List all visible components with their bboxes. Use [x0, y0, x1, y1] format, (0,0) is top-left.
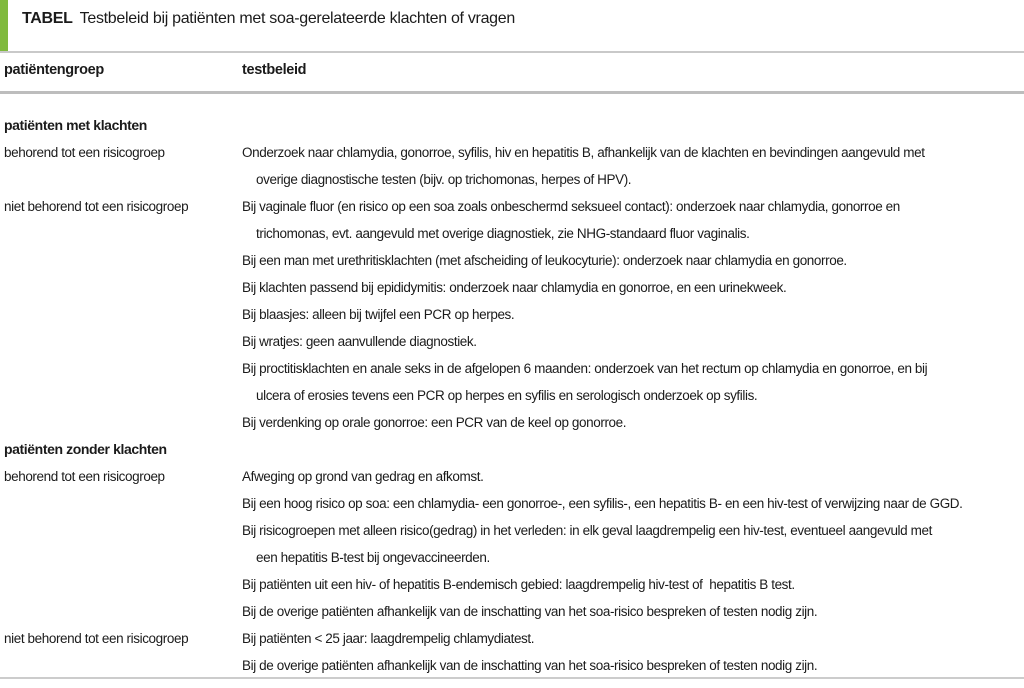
- policy-line: Bij patiënten uit een hiv- of hepatitis B-endemisch gebied: laagdrempelig hiv-test of hepatitis B test.: [242, 577, 795, 592]
- policy-line: Bij een man met urethritisklachten (met afscheiding of leukocyturie): onderzoek naar chlamydia en gonorroe.: [242, 253, 847, 268]
- policy-line: Bij de overige patiënten afhankelijk van de inschatting van het soa-risico bespreken of testen nodig zijn.: [242, 604, 818, 619]
- column-header-row: [0, 62, 1016, 78]
- testbeleid-cell: [242, 625, 1016, 679]
- divider-under-title: [0, 51, 1024, 53]
- testbeleid-cell: [242, 463, 1016, 625]
- policy-line: overige diagnostische testen (bijv. op trichomonas, herpes of HPV).: [256, 172, 632, 187]
- table-row: [0, 463, 1016, 625]
- column-header-testbeleid: testbeleid: [242, 62, 307, 78]
- divider-under-column-headers: [0, 91, 1024, 94]
- table-title: [22, 10, 515, 28]
- policy-line: Onderzoek naar chlamydia, gonorroe, syfilis, hiv en hepatitis B, afhankelijk van de klachten en bevindingen aangevuld met: [242, 145, 925, 160]
- policy-line: Bij klachten passend bij epididymitis: onderzoek naar chlamydia en gonorroe, en een urinekweek.: [242, 280, 787, 295]
- policy-line: ulcera of erosies tevens een PCR op herpes en syfilis en serologisch onderzoek op syfilis.: [256, 388, 758, 403]
- policy-line: Bij de overige patiënten afhankelijk van de inschatting van het soa-risico bespreken of testen nodig zijn.: [242, 658, 818, 673]
- policy-line: een hepatitis B-test bij ongevaccineerden.: [256, 550, 490, 565]
- testbeleid-cell: [242, 193, 1016, 436]
- section-header-patienten-zonder-klachten: patiënten zonder klachten: [4, 441, 167, 457]
- policy-line: Bij verdenking op orale gonorroe: een PCR van de keel op gonorroe.: [242, 415, 627, 430]
- patient-group-label: behorend tot een risicogroep: [4, 145, 165, 160]
- table-title-tag: TABEL: [22, 10, 73, 27]
- patient-group-label: niet behorend tot een risicogroep: [4, 199, 189, 214]
- policy-line: Bij proctitisklachten en anale seks in de afgelopen 6 maanden: onderzoek van het rectum op chlamydia en gonorroe, en bij: [242, 361, 928, 376]
- table-row: [0, 625, 1016, 679]
- table-row: [0, 139, 1016, 193]
- testbeleid-cell: [242, 139, 1016, 193]
- patient-group-label: behorend tot een risicogroep: [4, 469, 165, 484]
- policy-line: Bij vaginale fluor (en risico op een soa zoals onbeschermd seksueel contact): onderzoek naar chlamydia, gonorroe en: [242, 199, 900, 214]
- patient-group-label: niet behorend tot een risicogroep: [4, 631, 189, 646]
- green-accent-bar: [0, 0, 8, 52]
- divider-bottom: [0, 677, 1024, 679]
- policy-line: Bij blaasjes: alleen bij twijfel een PCR op herpes.: [242, 307, 515, 322]
- policy-line: Bij patiënten < 25 jaar: laagdrempelig chlamydiatest.: [242, 631, 535, 646]
- policy-line: Afweging op grond van gedrag en afkomst.: [242, 469, 484, 484]
- column-header-patientengroep: patiëntengroep: [4, 62, 104, 78]
- section-header-patienten-met-klachten: patiënten met klachten: [4, 117, 147, 133]
- policy-line: Bij risicogroepen met alleen risico(gedrag) in het verleden: in elk geval laagdrempelig een hiv-test, eventueel aangevuld met: [242, 523, 932, 538]
- policy-line: Bij wratjes: geen aanvullende diagnostiek.: [242, 334, 477, 349]
- table-title-text: Testbeleid bij patiënten met soa-gerelateerde klachten of vragen: [79, 10, 515, 27]
- table-row: [0, 193, 1016, 436]
- policy-line: trichomonas, evt. aangevuld met overige diagnostiek, zie NHG-standaard fluor vaginalis.: [256, 226, 750, 241]
- policy-line: Bij een hoog risico op soa: een chlamydia- een gonorroe-, een syfilis-, een hepatitis B- en een hiv-test of verwijzing naar de GGD.: [242, 496, 963, 511]
- table-body: [0, 112, 1016, 679]
